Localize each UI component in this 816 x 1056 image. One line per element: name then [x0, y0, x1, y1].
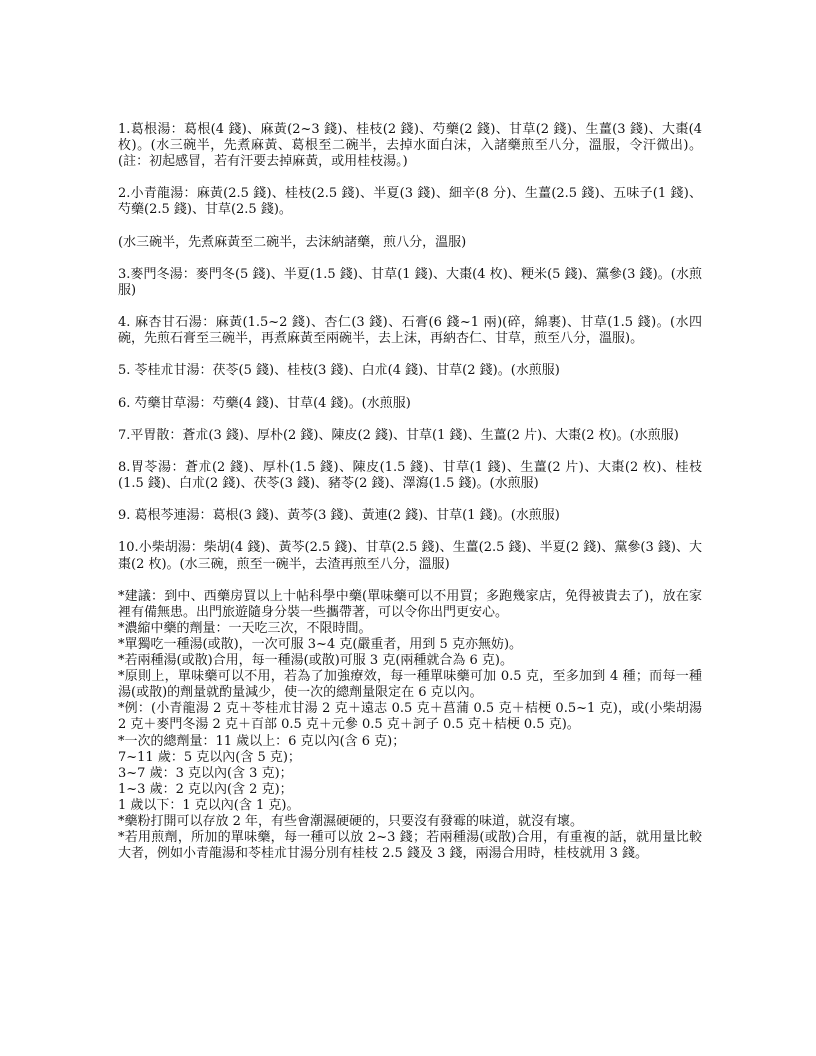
recipe-8: 8.胃苓湯：蒼朮(2 錢)、厚朴(1.5 錢)、陳皮(1.5 錢)、甘草(1 錢)、生薑(2 片)、大棗(2 枚)、桂枝(1.5 錢)、白朮(2 錢)、茯苓(3 錢)、豬苓(2 錢)、澤瀉(1.5 錢)。(水煎服) [118, 459, 702, 492]
note-combined: *若兩種湯(或散)合用，每一種湯(或散)可服 3 克(兩種就合為 6 克)。 [118, 653, 514, 669]
note-total-dose: *一次的總劑量：11 歲以上：6 克以內(含 6 克)； [118, 733, 406, 749]
document-page [118, 122, 702, 862]
note-dosage: *濃縮中藥的劑量：一天吃三次，不限時間。 [118, 620, 372, 636]
note-example: *例：(小青龍湯 2 克＋苓桂朮甘湯 2 克＋遠志 0.5 克＋菖蒲 0.5 克＋桔梗 0.5~1 克)，或(小柴胡湯 2 克＋麥門冬湯 2 克＋百部 0.5 克＋元參 0.5 克＋訶子 0.5 克＋桔梗 0.5 克)。 [118, 701, 702, 733]
recipe-6: 6. 芍藥甘草湯：芍藥(4 錢)、甘草(4 錢)。(水煎服) [118, 395, 411, 411]
note-single: *單獨吃一種湯(或散)，一次可服 3~4 克(嚴重者，用到 5 克亦無妨)。 [118, 637, 523, 652]
recipe-9: 9. 葛根芩連湯：葛根(3 錢)、黃芩(3 錢)、黃連(2 錢)、甘草(1 錢)。(水煎服) [118, 508, 560, 524]
recipe-3: 3.麥門冬湯：麥門冬(5 錢)、半夏(1.5 錢)、甘草(1 錢)、大棗(4 枚)、粳米(5 錢)、黨參(3 錢)。(水煎服) [118, 266, 702, 298]
note-principle: *原則上，單味藥可以不用，若為了加強療效，每一種單味藥可加 0.5 克，至多加到 4 種；而每一種湯(或散)的劑量就酌量減少，使一次的總劑量限定在 6 克以內。 [118, 669, 702, 701]
recipe-5: 5. 苓桂朮甘湯：茯苓(5 錢)、桂枝(3 錢)、白朮(4 錢)、甘草(2 錢)。(水煎服) [118, 363, 560, 379]
recipe-2-instructions: (水三碗半，先煮麻黃至二碗半，去沫納諸藥，煎八分，溫服) [118, 234, 467, 250]
recipe-2: 2.小青龍湯：麻黃(2.5 錢)、桂枝(2.5 錢)、半夏(3 錢)、細辛(8 分)、生薑(2.5 錢)、五味子(1 錢)、芍藥(2.5 錢)、甘草(2.5 錢)。 [118, 186, 702, 218]
recipe-7: 7.平胃散：蒼朮(3 錢)、厚朴(2 錢)、陳皮(2 錢)、甘草(1 錢)、生薑(2 片)、大棗(2 枚)。(水煎服) [118, 427, 679, 443]
note-suggestion: *建議：到中、西藥房買以上十帖科學中藥(單味藥可以不用買；多跑幾家店，免得被貴去了)，放在家裡有備無患。出門旅遊隨身分裝一些攜帶著，可以令你出門更安心。 [118, 588, 702, 620]
recipe-10: 10.小柴胡湯：柴胡(4 錢)、黃芩(2.5 錢)、甘草(2.5 錢)、生薑(2.5 錢)、半夏(2 錢)、黨參(3 錢)、大棗(2 枚)。(水三碗，煎至一碗半，去渣再煎至八分，溫服) [118, 540, 702, 572]
recipe-4: 4. 麻杏甘石湯：麻黃(1.5~2 錢)、杏仁(3 錢)、石膏(6 錢~1 兩)(碎，綿裹)、甘草(1.5 錢)。(水四碗，先煎石膏至三碗半，再煮麻黃至兩碗半，去上沫，再納杏仁、甘草，煎至八分，溫服)。 [118, 315, 702, 347]
notes-section [118, 589, 702, 863]
note-age-7-11: 7~11 歲：5 克以內(含 5 克)； [118, 749, 301, 765]
note-age-1-3: 1~3 歲：2 克以內(含 2 克)； [118, 781, 293, 797]
note-age-under-1: 1 歲以下：1 克以內(含 1 克)。 [118, 797, 300, 813]
note-age-3-7: 3~7 歲：3 克以內(含 3 克)； [118, 765, 293, 781]
note-decoction: *若用煎劑，所加的單味藥，每一種可以放 2~3 錢；若兩種湯(或散)合用，有重複的話，就用量比較大者，例如小青龍湯和苓桂朮甘湯分別有桂枝 2.5 錢及 3 錢，兩湯合用時，桂枝就用 3 錢。 [118, 830, 702, 862]
recipe-list [118, 122, 702, 573]
note-storage: *藥粉打開可以存放 2 年，有些會潮濕硬硬的，只要沒有發霉的味道，就沒有壞。 [118, 814, 584, 830]
recipe-1: 1.葛根湯：葛根(4 錢)、麻黃(2~3 錢)、桂枝(2 錢)、芍藥(2 錢)、甘草(2 錢)、生薑(3 錢)、大棗(4 枚)。(水三碗半，先煮麻黃、葛根至二碗半，去掉水面白沫，入諸藥煎至八分，溫服，令汗微出)。(註：初起感冒，若有汗要去掉麻黃，或用桂枝湯。) [118, 122, 702, 170]
